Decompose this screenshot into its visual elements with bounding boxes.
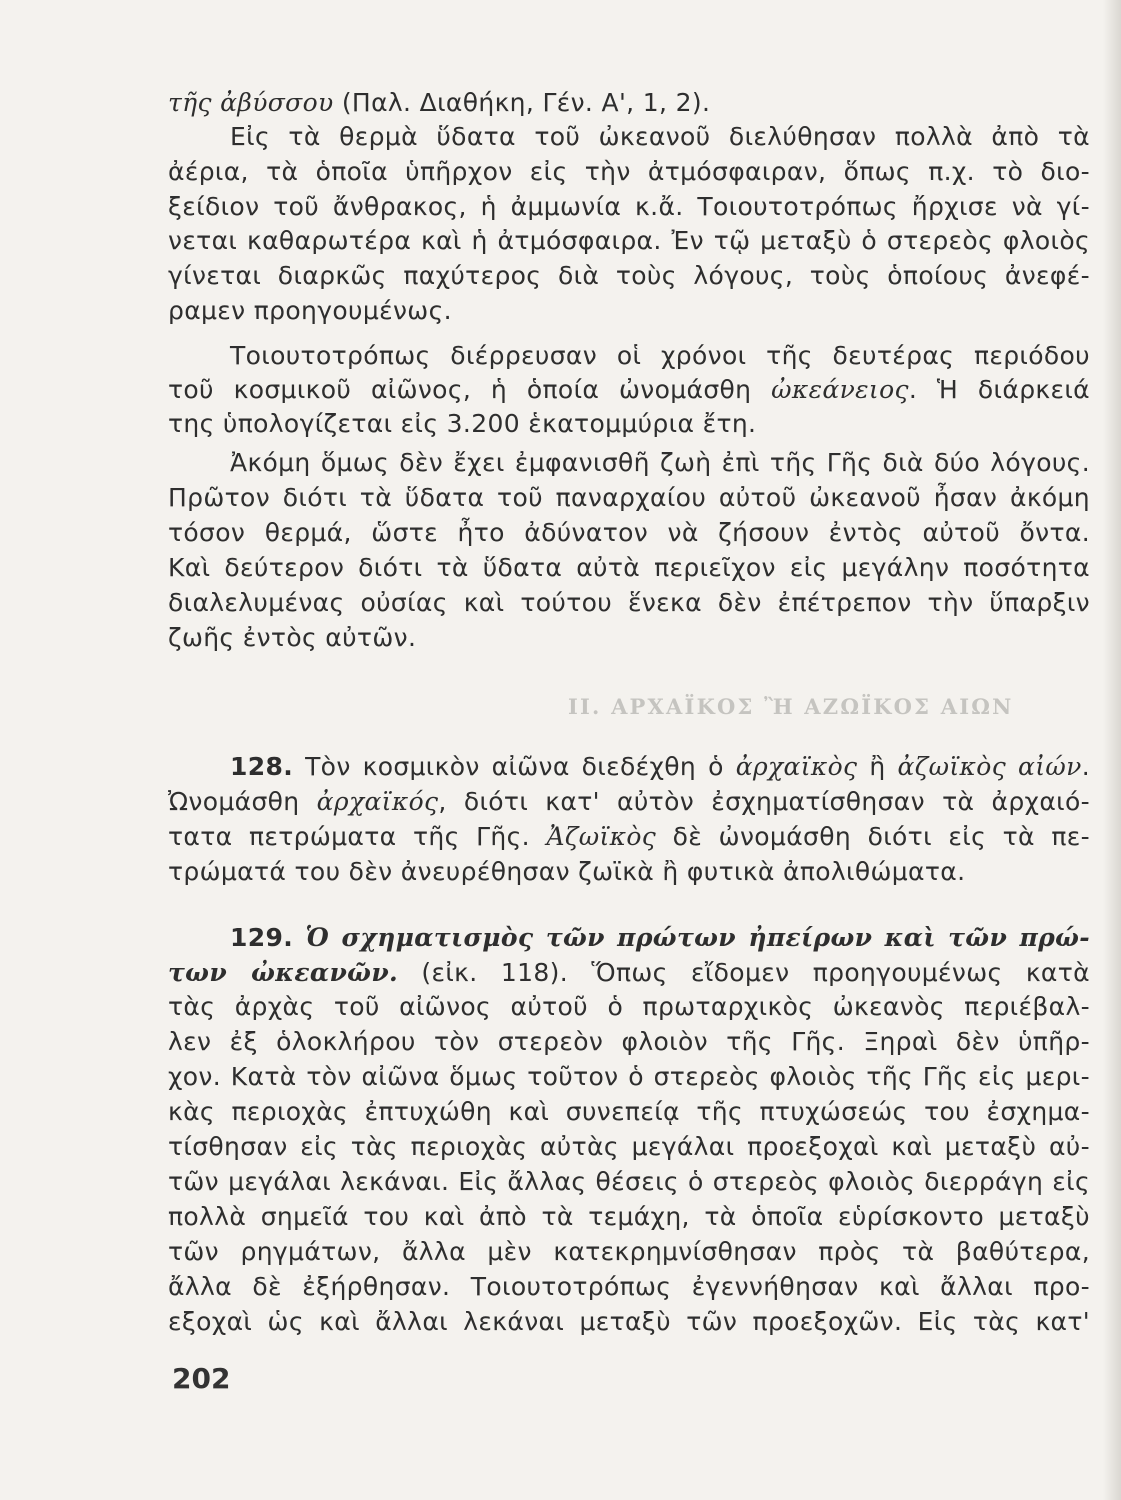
text-line: ζωῆς ἐντὸς αὐτῶν.: [168, 623, 417, 652]
italic-term: ἀρχαϊκὸς: [735, 752, 858, 781]
paragraph-title: Ὁ σχηματισμὸς τῶν πρώτων ἠπείρων καὶ τῶν πρώ-: [293, 923, 1090, 952]
text-span: ἢ: [857, 752, 898, 781]
text-line: Τοιουτοτρόπως διέρρευσαν οἱ χρόνοι τῆς δευτέρας περιόδου: [230, 341, 1090, 370]
italic-term: τῆς ἀβύσσου: [168, 88, 334, 117]
text-span: τοῦ κοσμικοῦ αἰῶνος, ἡ ὁποία ὠνομάσθη: [168, 375, 772, 404]
text-line: [168, 956, 1090, 990]
text-span: (εἰκ. 118). Ὅπως εἴδομεν προηγουμένως κατὰ: [398, 958, 1090, 987]
text-line: Ἀκόμη ὅμως δὲν ἔχει ἐμφανισθῆ ζωὴ ἐπὶ τῆς Γῆς διὰ δύο λόγους.: [230, 448, 1090, 477]
text-span: Ὠνομάσθη: [168, 787, 317, 816]
page-number: 202: [172, 1362, 231, 1395]
text-line: Πρῶτον διότι τὰ ὕδατα τοῦ παναρχαίου αὐτοῦ ὠκεανοῦ ἦσαν ἀκόμη: [168, 483, 1090, 512]
text-line: χον. Κατὰ τὸν αἰῶνα ὅμως τοῦτον ὁ στερεὸς φλοιὸς τῆς Γῆς εἰς μερι-: [168, 1062, 1090, 1091]
text-line: πολλὰ σημεῖά του καὶ ἀπὸ τὰ τεμάχη, τὰ ὁποῖα εὑρίσκοντο μεταξὺ: [168, 1202, 1090, 1231]
italic-term: ἀρχαϊκός: [316, 787, 439, 816]
text-line: τόσον θερμά, ὥστε ἦτο ἀδύνατον νὰ ζήσουν ἐντὸς αὐτοῦ ὄντα.: [168, 518, 1090, 547]
text-line: διαλελυμένας οὐσίας καὶ τούτου ἕνεκα δὲν ἐπέτρεπον τὴν ὕπαρξιν: [168, 588, 1090, 617]
italic-term: ἀζωϊκὸς αἰών: [897, 752, 1082, 781]
text-span: τατα πετρώματα τῆς Γῆς.: [168, 822, 547, 851]
text-span: δὲ ὠνομάσθη διότι εἰς τὰ πε-: [656, 822, 1090, 851]
text-line: [168, 785, 1090, 819]
text-line: τῶν μεγάλαι λεκάναι. Εἰς ἄλλας θέσεις ὁ στερεὸς φλοιὸς διερράγη εἰς: [168, 1167, 1090, 1196]
text-line: [168, 86, 1090, 120]
text-line: νεται καθαρωτέρα καὶ ἡ ἀτμόσφαιρα. Ἐν τῷ μεταξὺ ὁ στερεὸς φλοιὸς: [168, 226, 1090, 255]
page-edge-shadow: [1103, 0, 1121, 1500]
italic-term: Ἀζωϊκὸς: [546, 822, 657, 851]
text-line: τρώματά του δὲν ἀνευρέθησαν ζωϊκὰ ἢ φυτικὰ ἀπολιθώματα.: [168, 857, 966, 886]
text-line: κὰς περιοχὰς ἐπτυχώθη καὶ συνεπείᾳ τῆς πτυχώσεώς του ἐσχημα-: [168, 1097, 1090, 1126]
text-line: ἄλλα δὲ ἐξήρθησαν. Τοιουτοτρόπως ἐγεννήθησαν καὶ ἄλλαι προ-: [168, 1272, 1090, 1301]
text-line: τίσθησαν εἰς τὰς περιοχὰς αὐτὰς μεγάλαι προεξοχαὶ καὶ μεταξὺ αὐ-: [168, 1132, 1090, 1161]
paragraph-title: των ὠκεανῶν.: [168, 958, 399, 987]
paragraph-number: 128.: [230, 752, 294, 781]
text-line: ραμεν προηγουμένως.: [168, 296, 452, 325]
text-line: [230, 921, 1090, 955]
text-line: τὰς ἀρχὰς τοῦ αἰῶνος αὐτοῦ ὁ πρωταρχικὸς ὠκεανὸς περιέβαλ-: [168, 992, 1090, 1021]
text-line: [168, 820, 1090, 854]
text-span: . Ἡ διάρκειά: [908, 375, 1090, 404]
text-line: της ὑπολογίζεται εἰς 3.200 ἑκατομμύρια ἔτη.: [168, 409, 757, 438]
text-line: ξείδιον τοῦ ἄνθρακος, ἡ ἀμμωνία κ.ἄ. Τοιουτοτρόπως ἤρχισε νὰ γί-: [168, 192, 1090, 221]
text-span: (Παλ. Διαθήκη, Γέν. Α', 1, 2).: [333, 88, 711, 117]
italic-term: ὠκεάνειος: [771, 375, 909, 404]
section-heading: ΙΙ. ΑΡΧΑΪΚΟΣ Ἢ ΑΖΩΪΚΟΣ ΑΙΩΝ: [568, 694, 1014, 719]
text-line: γίνεται διαρκῶς παχύτερος διὰ τοὺς λόγους, τοὺς ὁποίους ἀνεφέ-: [168, 261, 1090, 290]
text-line: λεν ἐξ ὁλοκλήρου τὸν στερεὸν φλοιὸν τῆς Γῆς. Ξηραὶ δὲν ὑπῆρ-: [168, 1027, 1090, 1056]
text-span: Τὸν κοσμικὸν αἰῶνα διεδέχθη ὁ: [293, 752, 736, 781]
paragraph-number: 129.: [230, 923, 294, 952]
text-line: [168, 373, 1090, 407]
text-line: Εἰς τὰ θερμὰ ὕδατα τοῦ ὠκεανοῦ διελύθησαν πολλὰ ἀπὸ τὰ: [230, 122, 1090, 151]
text-span: .: [1081, 752, 1090, 781]
text-line: Καὶ δεύτερον διότι τὰ ὕδατα αὐτὰ περιεῖχον εἰς μεγάλην ποσότητα: [168, 553, 1090, 582]
text-line: ἀέρια, τὰ ὁποῖα ὑπῆρχον εἰς τὴν ἀτμόσφαιραν, ὅπως π.χ. τὸ διο-: [168, 157, 1090, 186]
text-line: τῶν ρηγμάτων, ἄλλα μὲν κατεκρημνίσθησαν πρὸς τὰ βαθύτερα,: [168, 1237, 1090, 1266]
text-line: εξοχαὶ ὡς καὶ ἄλλαι λεκάναι μεταξὺ τῶν προεξοχῶν. Εἰς τὰς κατ': [168, 1307, 1090, 1336]
text-span: , διότι κατ' αὐτὸν ἐσχηματίσθησαν τὰ ἀρχαιό-: [438, 787, 1090, 816]
text-line: [230, 750, 1090, 784]
